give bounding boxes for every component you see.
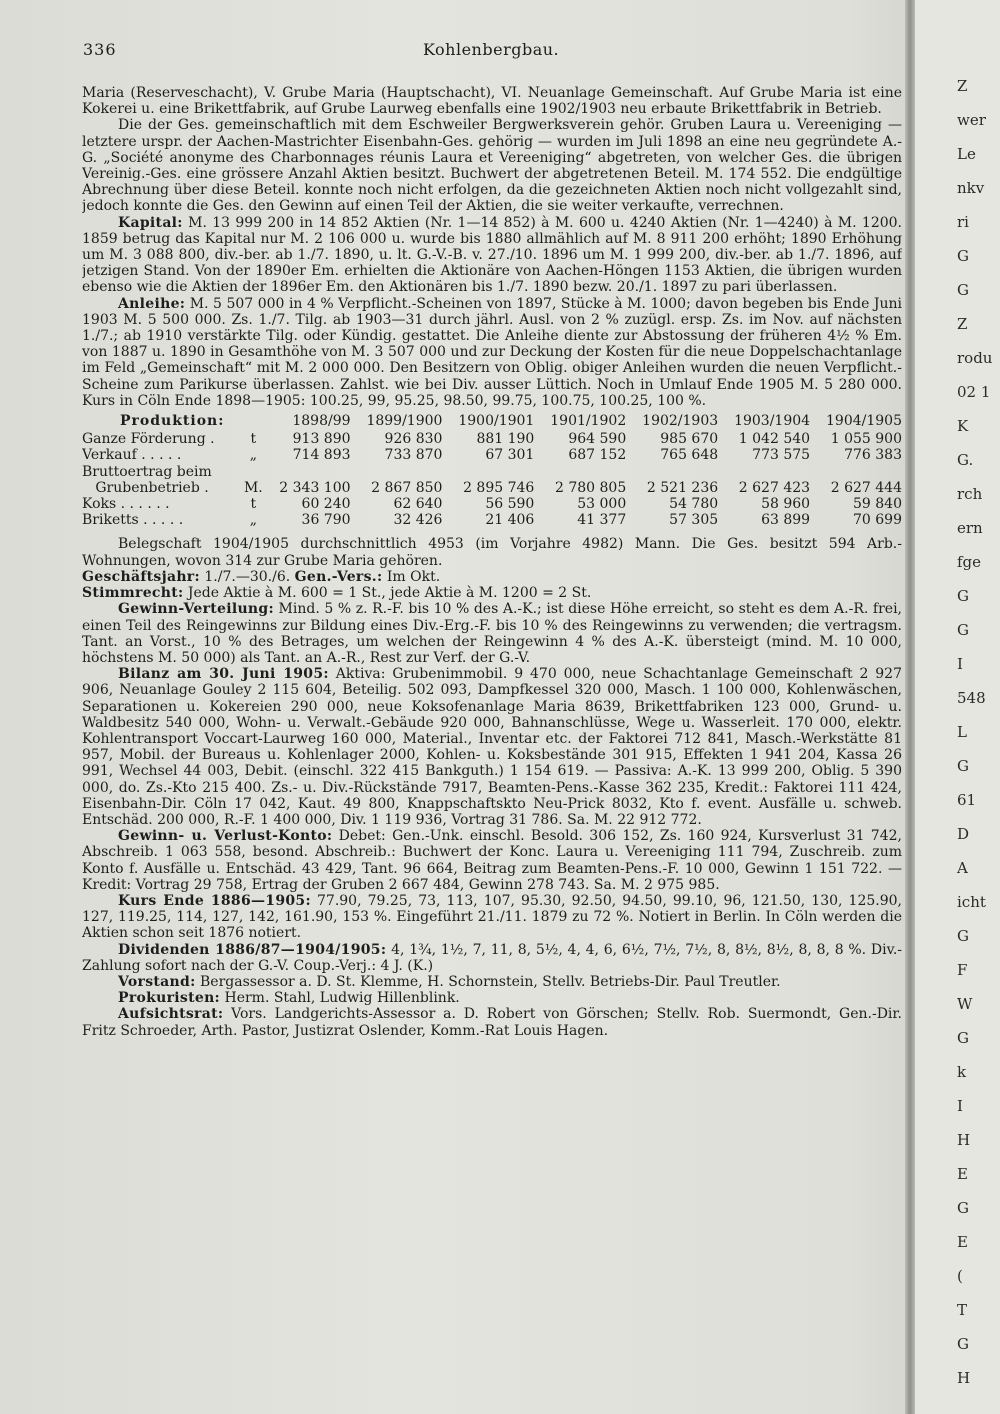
section-stimmrecht <box>82 585 902 601</box>
kurs-text: 77.90, 79.25, 73, 113, 107, 95.30, 92.50, 94.50, 99.10, 96, 121.50, 130, 125.90, 127, 119.25, 114, 127, 142, 161.90, 153 %. Eingeführt 21./11. 1879 zu 72 %. Notiert in Berlin. In Cöln werden die Aktien schon seit 1876 notiert. <box>82 892 902 942</box>
produktion-cell: 733 870 <box>384 447 443 464</box>
produktion-header-row <box>82 413 902 431</box>
gewinn-verlust-text: Debet: Gen.-Unk. einschl. Besold. 306 152, Zs. 160 924, Kursverlust 31 742, Abschreib. 1 063 558, besond. Abschreib.: Buchwert der Konc. Laura u. Vereeniging 111 794, Zuschreib. zum Konto f. Ausfälle u. Entschäd. 43 429, Tant. 96 664, Beitrag zum Beamten-Pens.-F. 10 000, Gewinn 1 151 722. — Kredit: Vortrag 29 758, Ertrag der Gruben 2 667 484, Gewinn 278 743. Sa. M. 2 975 985. <box>82 828 902 893</box>
geschaeftsjahr-label: Geschäftsjahr: <box>82 568 200 585</box>
section-prokuristen <box>82 990 902 1006</box>
bilanz-label: Bilanz am 30. Juni 1905: <box>118 666 329 683</box>
geschaeftsjahr-text: 1./7.—30./6. <box>199 568 295 585</box>
produktion-cell <box>810 464 902 480</box>
produktion-row-unit: „ <box>249 512 257 529</box>
adjacent-page-text: F <box>957 961 968 979</box>
produktion-cell: 1 042 540 <box>738 431 811 448</box>
adjacent-page-text: rodu <box>957 349 993 367</box>
kapital-label: Kapital: <box>118 214 183 231</box>
produktion-label: Produktion: <box>120 413 225 430</box>
produktion-cell: 59 840 <box>853 496 902 513</box>
produktion-cell: 714 893 <box>292 447 351 464</box>
adjacent-page-text: G <box>957 1335 969 1353</box>
bilanz-text: Aktiva: Grubenimmobil. 9 470 000, neue Schachtanlage Gemeinschaft 2 927 906, Neuanlage Gouley 2 115 604, Beteilig. 502 093, Dampfkessel 320 000, Masch. 1 100 000, Kohlenwäschen, Separationen u. Kokereien 290 000, neue Koksofenanlage Maria 8639, Brikettfabriken 123 000, Grund- u. Waldbesitz 540 000, Wohn- u. Verwalt.-Gebäude 920 000, Bahnanschlüsse, Wege u. Wasserleit. 170 000, elektr. Kohlentransport Voccart-Laurweg 160 000, Material., Inventar etc. der Faktorei 712 841, Masch.-Werkstätte 81 957, Mobil. der Bureaus u. Kohlenlager 2000, Kohlen- u. Koksbestände 301 915, Effekten 1 941 204, Kassa 26 991, Wechsel 44 003, Debit. (einschl. 322 415 Bankguth.) 1 154 619. — Passiva: A.-K. 13 999 200, Oblig. 5 390 000, do. Zs.-Kto 215 400. Zs.- u. Div.-Rückstände 7917, Beamten-Pens.-Kasse 362 235, Kredit.: Faktorei 111 424, Eisenbahn-Dir. Cöln 17 042, Kaut. 49 800, Knappschaftskto Neu-Prick 8032, Kto f. event. Ausfälle u. schweb. Entschäd. 200 000, R.-F. 1 400 000, Div. 1 119 936, Vortrag 31 786. Sa. M. 22 912 772. <box>82 666 902 828</box>
year-header: 1900/1901 <box>458 413 535 430</box>
page-number: 336 <box>83 40 117 59</box>
adjacent-page-text: A <box>957 859 968 877</box>
adjacent-page-text: H <box>957 1131 971 1149</box>
produktion-cell: 21 406 <box>485 512 535 529</box>
dividenden-label: Dividenden 1886/87—1904/1905: <box>118 941 387 958</box>
produktion-row-label: Koks . . . . . . <box>82 496 170 513</box>
book-spine-shadow <box>905 0 915 1414</box>
vorstand-label: Vorstand: <box>118 973 196 990</box>
gewinn-verlust-label: Gewinn- u. Verlust-Konto: <box>118 828 333 845</box>
produktion-cell <box>264 464 350 480</box>
produktion-cell: 62 640 <box>393 496 443 513</box>
produktion-row <box>82 480 902 496</box>
stimmrecht-text: Jede Aktie à M. 600 = 1 St., jede Aktie à M. 1200 = 2 St. <box>183 585 592 602</box>
produktion-cell <box>534 464 626 480</box>
produktion-cell: 2 627 423 <box>738 479 811 496</box>
produktion-cell: 773 575 <box>752 447 811 464</box>
produktion-row <box>82 464 902 480</box>
produktion-cell: 67 301 <box>485 447 535 464</box>
section-aufsichtsrat <box>82 1006 902 1038</box>
adjacent-page-text: G <box>957 281 969 299</box>
paragraph-grube-maria: Maria (Reserveschacht), V. Grube Maria (Hauptschacht), VI. Neuanlage Gemeinschaft. Auf Grube Maria ist eine Kokerei u. eine Brikettfabrik, auf Grube Laurweg ebenfalls eine 1902/1903 neu erbaute Brikettfabrik in Betrieb. <box>82 85 902 118</box>
year-header: 1898/99 <box>292 413 351 430</box>
produktion-cell: 776 383 <box>844 447 902 464</box>
adjacent-page-text: D <box>957 825 970 843</box>
produktion-cell: 56 590 <box>485 496 535 513</box>
adjacent-page-text: G <box>957 927 969 945</box>
belegschaft-paragraph: Belegschaft 1904/1905 durchschnittlich 4953 (im Vorjahre 4982) Mann. Die Ges. besitzt 594 Arb.-Wohnungen, wovon 314 zur Grube Maria gehören. <box>82 536 902 569</box>
year-header: 1901/1902 <box>550 413 627 430</box>
section-anleihe <box>82 296 902 409</box>
section-gewinn-verlust <box>82 828 902 893</box>
produktion-cell: 2 521 236 <box>646 479 719 496</box>
adjacent-page-text: G <box>957 587 969 605</box>
stimmrecht-label: Stimmrecht: <box>82 585 184 602</box>
produktion-cell: 913 890 <box>292 431 351 448</box>
section-kapital <box>82 215 902 296</box>
adjacent-page-text: ern <box>957 519 983 537</box>
page-header <box>83 40 883 62</box>
section-gewinn-verteilung <box>82 601 902 666</box>
adjacent-page-text: K <box>957 417 969 435</box>
adjacent-page-text: G <box>957 757 969 775</box>
aufsichtsrat-text: Vors. Landgerichts-Assessor a. D. Robert von Görschen; Stellv. Rob. Suermondt, Gen.-Dir. Fritz Schroeder, Arth. Pastor, Justizrat Oslender, Komm.-Rat Louis Hagen. <box>82 1006 902 1039</box>
produktion-cell: 58 960 <box>761 496 811 513</box>
produktion-cell: 2 867 850 <box>371 479 443 496</box>
section-kurs <box>82 893 902 942</box>
year-header: 1903/1904 <box>734 413 811 430</box>
produktion-cell: 2 627 444 <box>830 479 902 496</box>
produktion-row-unit: „ <box>249 447 257 464</box>
produktion-row <box>82 431 902 447</box>
year-header: 1904/1905 <box>826 413 902 430</box>
produktion-row-unit: t <box>250 431 257 448</box>
adjacent-page-text: k <box>957 1063 967 1081</box>
adjacent-page-text: T <box>957 1301 968 1319</box>
adjacent-page-text: I <box>957 1097 963 1115</box>
produktion-row-unit: t <box>250 496 257 513</box>
anleihe-text: M. 5 507 000 in 4 % Verpflicht.-Scheinen von 1897, Stücke à M. 1000; davon begeben bis Ende Juni 1903 M. 5 500 000. Zs. 1./7. Tilg. ab 1903—31 durch jährl. Ausl. von 2 % zuzügl. ersp. Zs. im Nov. auf nächsten 1./7.; ab 1910 verstärkte Tilg. oder Kündig. gestattet. Die Anleihe diente zur Abstossung der früheren 4½ % Em. von 1887 u. 1890 in Gesamthöhe von M. 3 507 000 und zur Deckung der Kosten für die neue Doppelschachtanlage im Feld „Gemeinschaft“ mit M. 2 000 000. Den Besitzern von Oblig. obiger Anleihen wurden die neuen Verpflicht.-Scheine zum Parikurse überlassen. Zahlst. wie bei Div. ausser Lüttich. Noch in Umlauf Ende 1905 M. 5 280 000. Kurs in Cöln Ende 1898—1905: 100.25, 99, 95.25, 98.50, 99.75, 100.75, 100.25, 100 %. <box>82 295 902 409</box>
adjacent-page-text: L <box>957 723 967 741</box>
produktion-cell <box>718 464 810 480</box>
adjacent-page-text: fge <box>957 553 982 571</box>
adjacent-page-text: wer <box>957 111 986 129</box>
running-title: Kohlenbergbau. <box>423 40 560 59</box>
adjacent-page-fragment <box>915 0 1000 1414</box>
produktion-row-unit: M. <box>243 479 263 496</box>
produktion-cell: 1 055 900 <box>830 431 902 448</box>
produktion-cell: 687 152 <box>568 447 627 464</box>
produktion-cell: 964 590 <box>568 431 627 448</box>
produktion-cell: 2 780 805 <box>554 479 627 496</box>
produktion-row-label: Grubenbetrieb . <box>82 479 209 496</box>
produktion-cell: 53 000 <box>577 496 627 513</box>
page-content <box>82 85 902 1395</box>
produktion-row <box>82 496 902 512</box>
prokuristen-label: Prokuristen: <box>118 990 221 1007</box>
paragraph-gesellschaft: Die der Ges. gemeinschaftlich mit dem Eschweiler Bergwerksverein gehör. Gruben Laura u. Vereeniging — letztere urspr. der Aachen-Mastrichter Eisenbahn-Ges. gehörig — wurden im Juli 1898 an eine neu gegründete A.-G. „Société anonyme des Charbonnages réunis Laura et Vereeniging“ abgetreten, von welcher Ges. die übrigen Vereinig.-Ges. eine grössere Anzahl Aktien besitzt. Buchwert der abgetretenen Beteil. M. 174 552. Die endgültige Abrechnung über diese Beteil. konnte noch nicht erfolgen, da die gezeichneten Aktien noch nicht vollgezahlt sind, jedoch konnte die Ges. den Gewinn auf einen Teil der Aktien, die sie weiter verkaufte, verrechnen. <box>82 117 902 215</box>
produktion-cell: 2 895 746 <box>463 479 535 496</box>
produktion-table <box>82 413 902 528</box>
adjacent-page-text: G. <box>957 451 974 469</box>
section-geschaeftsjahr <box>82 569 902 585</box>
adjacent-page-text: Z <box>957 315 968 333</box>
produktion-cell: 54 780 <box>669 496 719 513</box>
adjacent-page-text: G <box>957 1199 969 1217</box>
adjacent-page-text: E <box>957 1165 968 1183</box>
adjacent-page-text: G <box>957 621 969 639</box>
year-header: 1902/1903 <box>642 413 719 430</box>
produktion-cell: 57 305 <box>669 512 719 529</box>
kurs-label: Kurs Ende 1886—1905: <box>118 892 311 909</box>
produktion-cell: 36 790 <box>301 512 351 529</box>
produktion-row <box>82 512 902 528</box>
section-bilanz <box>82 666 902 828</box>
adjacent-page-text: 548 <box>957 689 986 707</box>
produktion-cell: 70 699 <box>853 512 902 529</box>
aufsichtsrat-label: Aufsichtsrat: <box>118 1006 224 1023</box>
adjacent-page-text: E <box>957 1233 968 1251</box>
adjacent-page-text: Z <box>957 77 968 95</box>
gewinn-verteilung-label: Gewinn-Verteilung: <box>118 601 274 618</box>
produktion-cell: 63 899 <box>761 512 811 529</box>
produktion-cell <box>442 464 534 480</box>
produktion-cell: 60 240 <box>301 496 351 513</box>
adjacent-page-text: 61 <box>957 791 977 809</box>
produktion-row-label: Verkauf . . . . . <box>82 447 182 464</box>
produktion-cell <box>351 464 443 480</box>
dividenden-text: 4, 1¾, 1½, 7, 11, 8, 5½, 4, 4, 6, 6½, 7½, 7½, 8, 8½, 8½, 8, 8, 8 %. Div.-Zahlung sofort nach der G.-V. Coup.-Verj.: 4 J. (K.) <box>82 941 902 974</box>
produktion-cell: 41 377 <box>577 512 627 529</box>
produktion-row-label: Ganze Förderung . <box>82 431 215 448</box>
prokuristen-text: Herm. Stahl, Ludwig Hillenblink. <box>220 990 460 1007</box>
produktion-row <box>82 447 902 463</box>
adjacent-page-text: ri <box>957 213 969 231</box>
adjacent-page-text: W <box>957 995 973 1013</box>
produktion-cell: 881 190 <box>476 431 535 448</box>
produktion-row-label: Bruttoertrag beim <box>82 463 212 480</box>
adjacent-page-text: H <box>957 1369 971 1387</box>
adjacent-page-text: icht <box>957 893 986 911</box>
produktion-cell: 926 830 <box>384 431 443 448</box>
produktion-cell: 2 343 100 <box>279 479 351 496</box>
produktion-cell: 765 648 <box>660 447 719 464</box>
produktion-row-label: Briketts . . . . . <box>82 512 184 529</box>
section-dividenden <box>82 942 902 974</box>
gen-vers-text: Im Okt. <box>382 568 441 585</box>
year-header: 1899/1900 <box>366 413 443 430</box>
produktion-cell: 985 670 <box>660 431 719 448</box>
vorstand-text: Bergassessor a. D. St. Klemme, H. Schornstein, Stellv. Betriebs-Dir. Paul Treutler. <box>195 973 781 990</box>
adjacent-page-text: G <box>957 1029 969 1047</box>
adjacent-page-text: nkv <box>957 179 985 197</box>
adjacent-page-text: 02 1 <box>957 383 991 401</box>
section-vorstand <box>82 974 902 990</box>
adjacent-page-text: ( <box>957 1267 963 1285</box>
adjacent-page-text: I <box>957 655 963 673</box>
produktion-row-unit <box>242 464 264 480</box>
produktion-cell: 32 426 <box>393 512 443 529</box>
adjacent-page-text: rch <box>957 485 983 503</box>
adjacent-page-text: G <box>957 247 969 265</box>
kapital-text: M. 13 999 200 in 14 852 Aktien (Nr. 1—14 852) à M. 600 u. 4240 Aktien (Nr. 1—4240) à M. 1200. 1859 betrug das Kapital nur M. 2 106 000 u. wurde bis 1880 allmählich auf M. 8 911 200 erhöht; 1890 Erhöhung um M. 3 088 800, div.-ber. ab 1./7. 1890, u. lt. G.-V.-B. v. 27./10. 1896 um M. 1 999 200, div.-ber. ab 1./7. 1896, auf jetzigen Stand. Von der 1890er Em. erhielten die Aktionäre von Aachen-Höngen 1153 Aktien, die übrigen wurden ebenso wie die Aktien der 1896er Em. den Aktionären bis 1./7. 1890 bezw. 20./1. 1897 zu pari überlassen. <box>82 214 902 296</box>
gen-vers-label: Gen.-Vers.: <box>294 568 383 585</box>
gewinn-verteilung-text: Mind. 5 % z. R.-F. bis 10 % des A.-K.; ist diese Höhe erreicht, so steht es dem A.-R. frei, einen Teil des Reingewinns zur Bildung eines Div.-Erg.-F. bis 10 % des Reingewinns zu verwenden; die vertragsm. Tant. an Vorst., 10 % des Betrages, um welchen der Reingewinn 4 % des A.-K. übersteigt (mind. M. 10 000, höchstens M. 50 000) als Tant. an A.-R., Rest zur Verf. der G.-V. <box>82 601 902 666</box>
adjacent-page-text: Le <box>957 145 976 163</box>
produktion-cell <box>626 464 718 480</box>
anleihe-label: Anleihe: <box>118 295 186 312</box>
